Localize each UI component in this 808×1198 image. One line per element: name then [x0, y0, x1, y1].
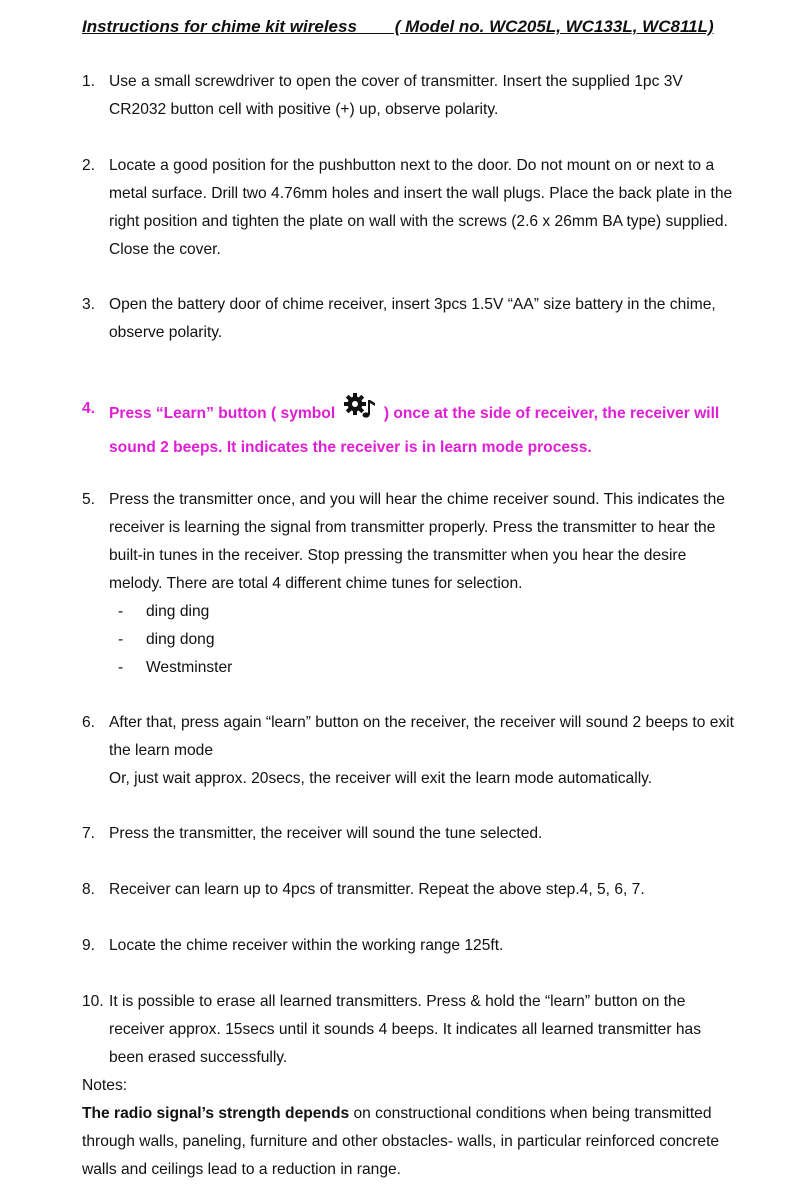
step-text-line: receiver is learning the signal from transmitter properly. Press the transmitter to hear the — [109, 519, 716, 536]
notes-heading: Notes: — [82, 1077, 128, 1094]
notes-text-line: walls and ceilings lead to a reduction in range. — [82, 1161, 402, 1178]
step-text-line: Open the battery door of chime receiver, insert 3pcs 1.5V “AA” size battery in the chime, — [109, 296, 716, 313]
bullet-dash: - — [118, 659, 124, 676]
list-item — [109, 598, 726, 626]
notes-lead-text: The radio signal’s strength depends — [82, 1105, 350, 1122]
step-text-line: sound 2 beeps. It indicates the receiver is in learn mode process. — [109, 439, 592, 456]
list-item — [109, 654, 726, 682]
step-text-segment: ) once at the side of receiver, the receiver will — [383, 405, 720, 422]
step-8 — [82, 876, 726, 904]
step-number: 4. — [82, 400, 96, 417]
tune-name: ding ding — [146, 603, 210, 620]
step-text-line: metal surface. Drill two 4.76mm holes and insert the wall plugs. Place the back plate in the — [109, 185, 733, 202]
step-text-line: right position and tighten the plate on wall with the screws (2.6 x 26mm BA type) supplied. — [109, 213, 728, 230]
step-text-line: It is possible to erase all learned transmitters. Press & hold the “learn” button on the — [109, 993, 686, 1010]
step-text-line: the learn mode — [109, 742, 214, 759]
step-number: 3. — [82, 296, 96, 313]
step-text-line: Or, just wait approx. 20secs, the receiver will exit the learn mode automatically. — [109, 770, 653, 787]
step-text-line: built-in tunes in the receiver. Stop pressing the transmitter when you hear the desire — [109, 547, 687, 564]
step-text-line: been erased successfully. — [109, 1049, 288, 1066]
step-text-line: Locate a good position for the pushbutton next to the door. Do not mount on or next to a — [109, 157, 715, 174]
list-item — [109, 626, 726, 654]
step-text-line: After that, press again “learn” button on the receiver, the receiver will sound 2 beeps to exit — [109, 714, 734, 731]
step-6 — [82, 709, 734, 793]
notes-section — [82, 1072, 732, 1184]
step-text-line: CR2032 button cell with positive (+) up, observe polarity. — [109, 101, 499, 118]
bullet-dash: - — [118, 603, 124, 620]
bullet-dash: - — [118, 631, 124, 648]
step-9 — [82, 932, 726, 960]
step-number: 5. — [82, 491, 96, 508]
step-number: 8. — [82, 881, 96, 898]
step-number: 9. — [82, 937, 96, 954]
step-text-line: melody. There are total 4 different chime tunes for selection. — [109, 575, 523, 592]
step-number: 6. — [82, 714, 96, 731]
step-1 — [82, 68, 726, 124]
step-number: 7. — [82, 825, 96, 842]
tune-name: Westminster — [146, 659, 233, 676]
step-text-line: Close the cover. — [109, 241, 221, 258]
step-7 — [82, 820, 726, 848]
step-3 — [82, 291, 726, 347]
step-number: 2. — [82, 157, 96, 174]
step-text-line: receiver approx. 15secs until it sounds 4 beeps. It indicates all learned transmitter has — [109, 1021, 702, 1038]
step-text-line: Locate the chime receiver within the working range 125ft. — [109, 937, 504, 954]
step-text-segment: Press “Learn” button ( symbol — [109, 405, 336, 422]
tune-name: ding dong — [146, 631, 215, 648]
step-text-line: Use a small screwdriver to open the cover of transmitter. Insert the supplied 1pc 3V — [109, 73, 683, 90]
step-text-line: Press the transmitter, the receiver will sound the tune selected. — [109, 825, 543, 842]
step-text-line: Receiver can learn up to 4pcs of transmitter. Repeat the above step.4, 5, 6, 7. — [109, 881, 645, 898]
document-title: Instructions for chime kit wireless ( Model no. WC205L, WC133L, WC811L) — [82, 17, 714, 36]
step-number: 10. — [82, 993, 104, 1010]
step-5 — [82, 486, 726, 682]
step-10 — [82, 988, 726, 1072]
step-number: 1. — [82, 73, 96, 90]
step-text-line: Press the transmitter once, and you will hear the chime receiver sound. This indicates the — [109, 491, 725, 508]
gear-music-note-icon — [342, 392, 378, 422]
notes-text-segment: on constructional conditions when being transmitted — [349, 1105, 712, 1122]
step-2 — [82, 152, 733, 264]
notes-text-line: through walls, paneling, furniture and other obstacles- walls, in particular reinforced concrete — [82, 1133, 720, 1150]
step-text-line: observe polarity. — [109, 324, 223, 341]
step-4-highlighted — [82, 392, 726, 465]
